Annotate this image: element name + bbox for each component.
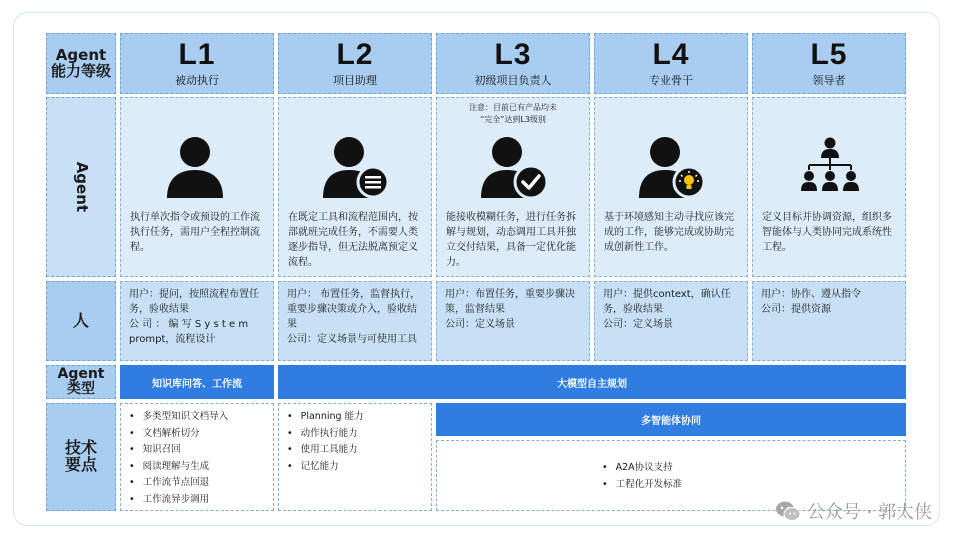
list-item: • 文档解析切分	[129, 426, 228, 443]
agent-description: 基于环境感知主动寻找应该完成的工作，能够完成或协助完成创新性工作。	[604, 212, 734, 253]
wechat-icon	[775, 500, 801, 522]
agent-cell-l1	[120, 97, 274, 277]
row-label-line1: Agent	[55, 45, 107, 64]
human-cell-l3	[436, 281, 590, 361]
agent-cell-l4	[594, 97, 748, 277]
human-company-line: 公司：定义场景	[445, 319, 515, 330]
person-icon	[165, 136, 229, 200]
agent-description: 执行单次指令或预设的工作流执行任务，需用户全程控制流程。	[130, 212, 260, 253]
row-label-capability	[46, 33, 116, 94]
list-item: • 动作执行能力	[287, 426, 364, 443]
multi-agent-bar: 多智能体协同	[436, 403, 906, 436]
list-item: • A2A协议支持	[602, 460, 682, 477]
tech-points-l2	[287, 409, 364, 475]
human-user-line: 用户：协作、遵从指令	[761, 289, 861, 300]
agent-description: 能接收模糊任务，进行任务拆解与规划，动态调用工具并独立交付结果，具备一定优化能力。	[446, 212, 576, 268]
human-company-line: 公司：定义场景与可使用工具	[287, 334, 417, 345]
level-header-l1	[120, 33, 274, 94]
human-cell-l5	[752, 281, 906, 361]
person-list-icon	[321, 136, 391, 200]
agent-type-l2-l5: 大模型自主规划	[278, 365, 906, 399]
list-item: • 阅读理解与生成	[129, 459, 228, 476]
level-code: L1	[178, 38, 216, 71]
level-header-l4	[594, 33, 748, 94]
watermark-text: 公众号 · 郭太侠	[806, 502, 932, 523]
watermark	[775, 498, 932, 524]
row-label-line2: 能力等级	[50, 61, 111, 80]
human-company-line: 公司：定义场景	[603, 319, 673, 330]
agent-type-l1: 知识库问答、工作流	[120, 365, 274, 399]
row-label-line2: 要点	[64, 455, 97, 474]
tech-cell-l1	[120, 403, 274, 511]
person-lightbulb-icon	[637, 136, 707, 200]
list-item: • 多类型知识文档导入	[129, 409, 228, 426]
tech-points-l3-l5	[602, 460, 682, 493]
list-item: • 使用工具能力	[287, 442, 364, 459]
row-label-text: Agent	[72, 161, 91, 213]
agent-cell-l5	[752, 97, 906, 277]
level-name: 被动执行	[175, 74, 219, 87]
l3-note	[437, 102, 589, 126]
level-code: L4	[652, 38, 690, 71]
list-item: • 工程化开发标准	[602, 477, 682, 494]
row-label-text: 人	[72, 310, 89, 330]
note-line: “完全”达到L3级别	[480, 115, 546, 124]
list-item: • Planning 能力	[287, 409, 364, 426]
human-company-line: 公司：提供资源	[761, 304, 831, 315]
row-label-line2: 类型	[66, 381, 95, 397]
list-item: • 工作流异步调用	[129, 492, 228, 509]
level-code: L3	[494, 38, 532, 71]
level-header-l5	[752, 33, 906, 94]
human-user-line: 用户：提供context，确认任务，验收结果	[603, 289, 731, 315]
list-item: • 记忆能力	[287, 459, 364, 476]
level-name: 项目助理	[333, 74, 377, 87]
tech-points-l1	[129, 409, 228, 508]
agent-description: 在既定工具和流程范围内，按部就班完成任务，不需要人类逐步指导，但无法脱离预定义流程。	[288, 212, 418, 268]
level-header-l3	[436, 33, 590, 94]
row-label-agent-type	[46, 365, 116, 399]
human-user-line: 用户：提问，按照流程布置任务，验收结果	[129, 289, 259, 315]
row-label-line1: 技术	[64, 438, 97, 458]
level-header-l2	[278, 33, 432, 94]
agent-cell-l3	[436, 97, 590, 277]
level-code: L5	[810, 38, 848, 71]
agent-cell-l2	[278, 97, 432, 277]
human-text	[445, 287, 583, 332]
row-label-line1: Agent	[57, 366, 105, 383]
note-line: 注意：目前已有产品均未	[469, 103, 557, 112]
human-company-line: 公 司 ： 编 写 S y s t e m prompt，流程设计	[129, 319, 249, 345]
level-code: L2	[336, 38, 374, 71]
human-text	[129, 287, 267, 347]
list-item: • 工作流节点回退	[129, 475, 228, 492]
human-user-line: 用户： 布置任务，监督执行，重要步骤决策或介入，验收结果	[287, 289, 421, 330]
row-label-tech	[46, 403, 116, 511]
level-name: 初级项目负责人	[474, 74, 552, 87]
level-name: 领导者	[812, 74, 846, 87]
human-user-line: 用户：布置任务，重要步骤决策，监督结果	[445, 289, 575, 315]
human-cell-l1	[120, 281, 274, 361]
human-cell-l4	[594, 281, 748, 361]
agent-description: 定义目标并协调资源，组织多智能体与人类协同完成系统性工程。	[762, 212, 892, 253]
person-check-icon	[479, 136, 549, 200]
list-item: • 知识召回	[129, 442, 228, 459]
human-cell-l2	[278, 281, 432, 361]
org-chart-icon	[799, 136, 861, 198]
human-text	[287, 287, 425, 347]
human-text	[603, 287, 741, 332]
row-label-human	[46, 281, 116, 361]
level-name: 专业骨干	[649, 74, 693, 87]
row-label-agent	[46, 97, 116, 277]
tech-cell-l2	[278, 403, 432, 511]
human-text	[761, 287, 899, 317]
